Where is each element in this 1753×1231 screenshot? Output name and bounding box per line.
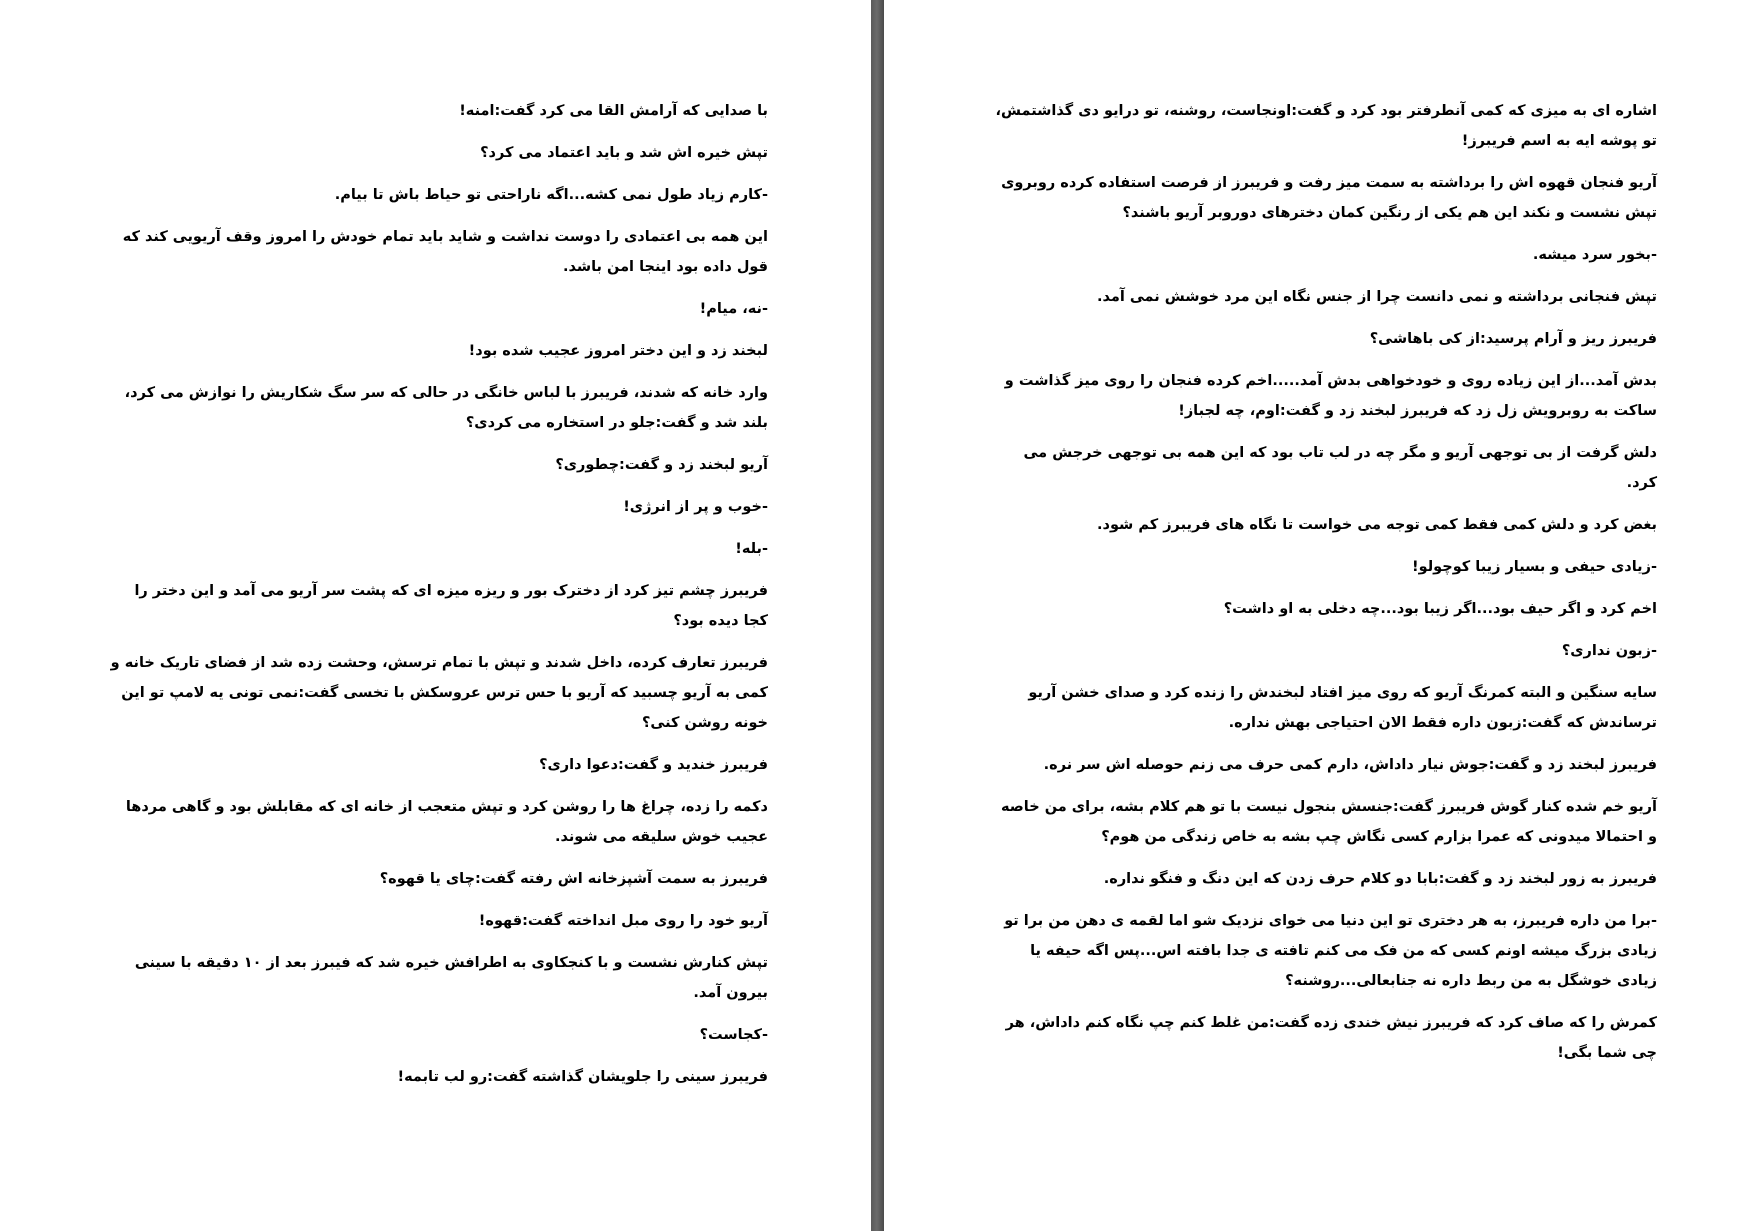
paragraph: وارد خانه که شدند، فریبرز با لباس خانگی در حالی که سر سگ شکاریش را نوازش می کرد، بلند شد و گفت:جلو در استخاره می کردی؟	[124, 385, 768, 431]
paragraph: دکمه را زده، چراغ ها را روشن کرد و تپش متعجب از خانه ای که مقابلش بود و گاهی مردها عجیب خوش سلیقه می شوند.	[125, 799, 768, 845]
right-page-text	[992, 96, 1657, 1080]
paragraph: با صدایی که آرامش القا می کرد گفت:امنه!	[459, 103, 768, 119]
paragraph: -بخور سرد میشه.	[1532, 247, 1657, 263]
left-page	[0, 0, 871, 1231]
right-page	[884, 0, 1753, 1231]
paragraph: -نه، میام!	[699, 301, 768, 317]
paragraph: آریو خم شده کنار گوش فریبرز گفت:جنسش بنجول نیست با تو هم کلام بشه، برای من خاصه و احتمالا میدونی که عمرا بزارم کسی نگاش چپ بشه به خاص زندگی من هوم؟	[1000, 799, 1657, 845]
paragraph: بدش آمد...از این زیاده روی و خودخواهی بدش آمد.....اخم کرده فنجان را روی میز گذاشت و ساکت به روبرویش زل زد که فریبرز لبخند زد و گفت:اوم، چه لجباز!	[1004, 373, 1657, 419]
paragraph: فریبرز چشم تیز کرد از دخترک بور و ریزه میزه ای که پشت سر آریو می آمد و این دختر را کجا دیده بود؟	[134, 583, 768, 629]
paragraph: فریبرز خندید و گفت:دعوا داری؟	[539, 757, 768, 773]
paragraph: آریو لبخند زد و گفت:چطوری؟	[555, 457, 768, 473]
paragraph: بغض کرد و دلش کمی فقط کمی توجه می خواست تا نگاه های فریبرز کم شود.	[1097, 517, 1657, 533]
paragraph: لبخند زد و این دختر امروز عجیب شده بود!	[468, 343, 768, 359]
paragraph: فریبرز تعارف کرده، داخل شدند و تپش با تمام ترسش، وحشت زده شد از فضای تاریک خانه و کمی به آریو چسبید که آریو با حس ترس عروسکش با تخسی گفت:نمی تونی یه لامپ تو این خونه روشن کنی؟	[110, 655, 768, 731]
paragraph: آریو فنجان قهوه اش را برداشته به سمت میز رفت و فریبرز از فرصت استفاده کرده روبروی تپش نشست و نکند این هم یکی از رنگین کمان دخترهای دوروبر آریو باشند؟	[1001, 175, 1657, 221]
paragraph: سایه سنگین و البته کمرنگ آریو که روی میز افتاد لبخندش را زنده کرد و صدای خشن آریو ترساندش که گفت:زبون داره فقط الان احتیاجی بهش نداره.	[1028, 685, 1657, 731]
paragraph: -زبون نداری؟	[1561, 643, 1657, 659]
paragraph: فریبرز به سمت آشپزخانه اش رفته گفت:چای یا قهوه؟	[379, 871, 768, 887]
paragraph: دلش گرفت از بی توجهی آریو و مگر چه در لب تاب بود که این همه بی توجهی خرجش می کرد.	[1023, 445, 1657, 491]
paragraph: تپش خیره اش شد و باید اعتماد می کرد؟	[480, 145, 768, 161]
paragraph: -کارم زیاد طول نمی کشه...اگه ناراحتی تو حیاط باش تا بیام.	[334, 187, 768, 203]
paragraph: -برا من داره فریبرز، به هر دختری تو این دنیا می خوای نزدیک شو اما لقمه ی دهن من برا تو زیادی بزرگ میشه اونم کسی که من فک می کنم تافته ی جدا بافته اس...پس اگه حیفه یا زیادی خوشگل به من ربط داره نه جنابعالی...روشنه؟	[1004, 913, 1657, 989]
paragraph: تپش فنجانی برداشته و نمی دانست چرا از جنس نگاه این مرد خوشش نمی آمد.	[1097, 289, 1657, 305]
paragraph: فریبرز سینی را جلویشان گذاشته گفت:رو لب تابمه!	[397, 1069, 768, 1085]
paragraph: -بله!	[735, 541, 768, 557]
paragraph: اشاره ای به میزی که کمی آنطرفتر بود کرد و گفت:اونجاست، روشنه، تو درایو دی گذاشتمش، تو پوشه ایه به اسم فریبرز!	[995, 103, 1657, 149]
paragraph: -کجاست؟	[699, 1027, 768, 1043]
paragraph: اخم کرد و اگر حیف بود...اگر زیبا بود...چه دخلی به او داشت؟	[1223, 601, 1657, 617]
paragraph: -خوب و پر از انرژی!	[623, 499, 768, 515]
paragraph: کمرش را که صاف کرد که فریبرز نیش خندی زده گفت:من غلط کنم چپ نگاه کنم داداش، هر چی شما بگی!	[1005, 1015, 1657, 1061]
paragraph: تپش کنارش نشست و با کنجکاوی به اطرافش خیره شد که فیبرز بعد از ۱۰ دقیقه با سینی بیرون آمد.	[134, 955, 768, 1001]
paragraph: فریبرز لبخند زد و گفت:جوش نیار داداش، دارم کمی حرف می زنم حوصله اش سر نره.	[1043, 757, 1657, 773]
paragraph: -زیادی حیفی و بسیار زیبا کوچولو!	[1412, 559, 1657, 575]
paragraph: آریو خود را روی مبل انداخته گفت:قهوه!	[478, 913, 768, 929]
paragraph: فریبرز به زور لبخند زد و گفت:بابا دو کلام حرف زدن که این دنگ و فنگو نداره.	[1103, 871, 1657, 887]
paragraph: این همه بی اعتمادی را دوست نداشت و شاید باید تمام خودش را امروز وقف آریویی کند که قول داده بود اینجا امن باشد.	[122, 229, 768, 275]
page-gutter-divider	[871, 0, 884, 1231]
paragraph: فریبرز ریز و آرام پرسید:از کی باهاشی؟	[1369, 331, 1657, 347]
left-page-text	[108, 96, 768, 1104]
